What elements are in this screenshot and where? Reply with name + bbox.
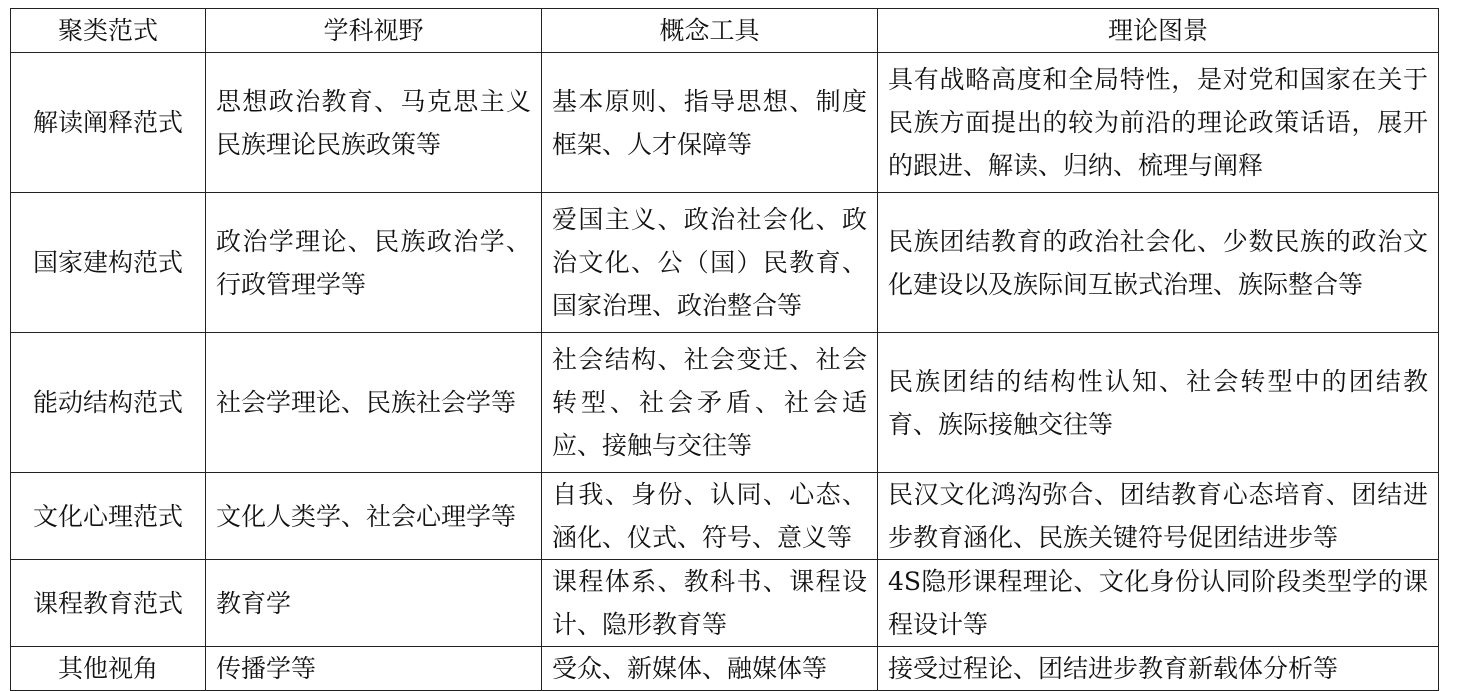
- table-row: [11, 560, 1439, 647]
- table-row: [11, 647, 1439, 691]
- paradigm-cell: 国家建构范式: [11, 193, 206, 333]
- theory-cell: 接受过程论、团结进步教育新载体分析等: [878, 647, 1439, 691]
- discipline-cell: 文化人类学、社会心理学等: [206, 473, 542, 560]
- table-row: [11, 473, 1439, 560]
- discipline-cell: 政治学理论、民族政治学、行政管理学等: [206, 193, 542, 333]
- table-row: [11, 193, 1439, 333]
- header-paradigm: 聚类范式: [11, 9, 206, 53]
- header-concepts: 概念工具: [542, 9, 878, 53]
- discipline-cell: 思想政治教育、马克思主义民族理论民族政策等: [206, 53, 542, 193]
- theory-cell: 具有战略高度和全局特性，是对党和国家在关于民族方面提出的较为前沿的理论政策话语，展开的跟进、解读、归纳、梳理与阐释: [878, 53, 1439, 193]
- concepts-cell: 社会结构、社会变迁、社会转型、社会矛盾、社会适应、接触与交往等: [542, 333, 878, 473]
- paradigm-cell: 其他视角: [11, 647, 206, 691]
- paradigm-cell: 课程教育范式: [11, 560, 206, 647]
- discipline-cell: 传播学等: [206, 647, 542, 691]
- paradigm-cell: 能动结构范式: [11, 333, 206, 473]
- concepts-cell: 受众、新媒体、融媒体等: [542, 647, 878, 691]
- paradigm-cell: 文化心理范式: [11, 473, 206, 560]
- theory-cell: 民族团结的结构性认知、社会转型中的团结教育、族际接触交往等: [878, 333, 1439, 473]
- paradigm-cell: 解读阐释范式: [11, 53, 206, 193]
- theory-cell: 4S隐形课程理论、文化身份认同阶段类型学的课程设计等: [878, 560, 1439, 647]
- table-row: [11, 333, 1439, 473]
- concepts-cell: 课程体系、教科书、课程设计、隐形教育等: [542, 560, 878, 647]
- discipline-cell: 社会学理论、民族社会学等: [206, 333, 542, 473]
- theory-cell: 民族团结教育的政治社会化、少数民族的政治文化建设以及族际间互嵌式治理、族际整合等: [878, 193, 1439, 333]
- theory-cell: 民汉文化鸿沟弥合、团结教育心态培育、团结进步教育涵化、民族关键符号促团结进步等: [878, 473, 1439, 560]
- concepts-cell: 自我、身份、认同、心态、涵化、仪式、符号、意义等: [542, 473, 878, 560]
- table-header-row: [11, 9, 1439, 53]
- concepts-cell: 基本原则、指导思想、制度框架、人才保障等: [542, 53, 878, 193]
- table-row: [11, 53, 1439, 193]
- paradigm-table: [10, 8, 1439, 691]
- concepts-cell: 爱国主义、政治社会化、政治文化、公（国）民教育、国家治理、政治整合等: [542, 193, 878, 333]
- discipline-cell: 教育学: [206, 560, 542, 647]
- header-discipline: 学科视野: [206, 9, 542, 53]
- header-theory: 理论图景: [878, 9, 1439, 53]
